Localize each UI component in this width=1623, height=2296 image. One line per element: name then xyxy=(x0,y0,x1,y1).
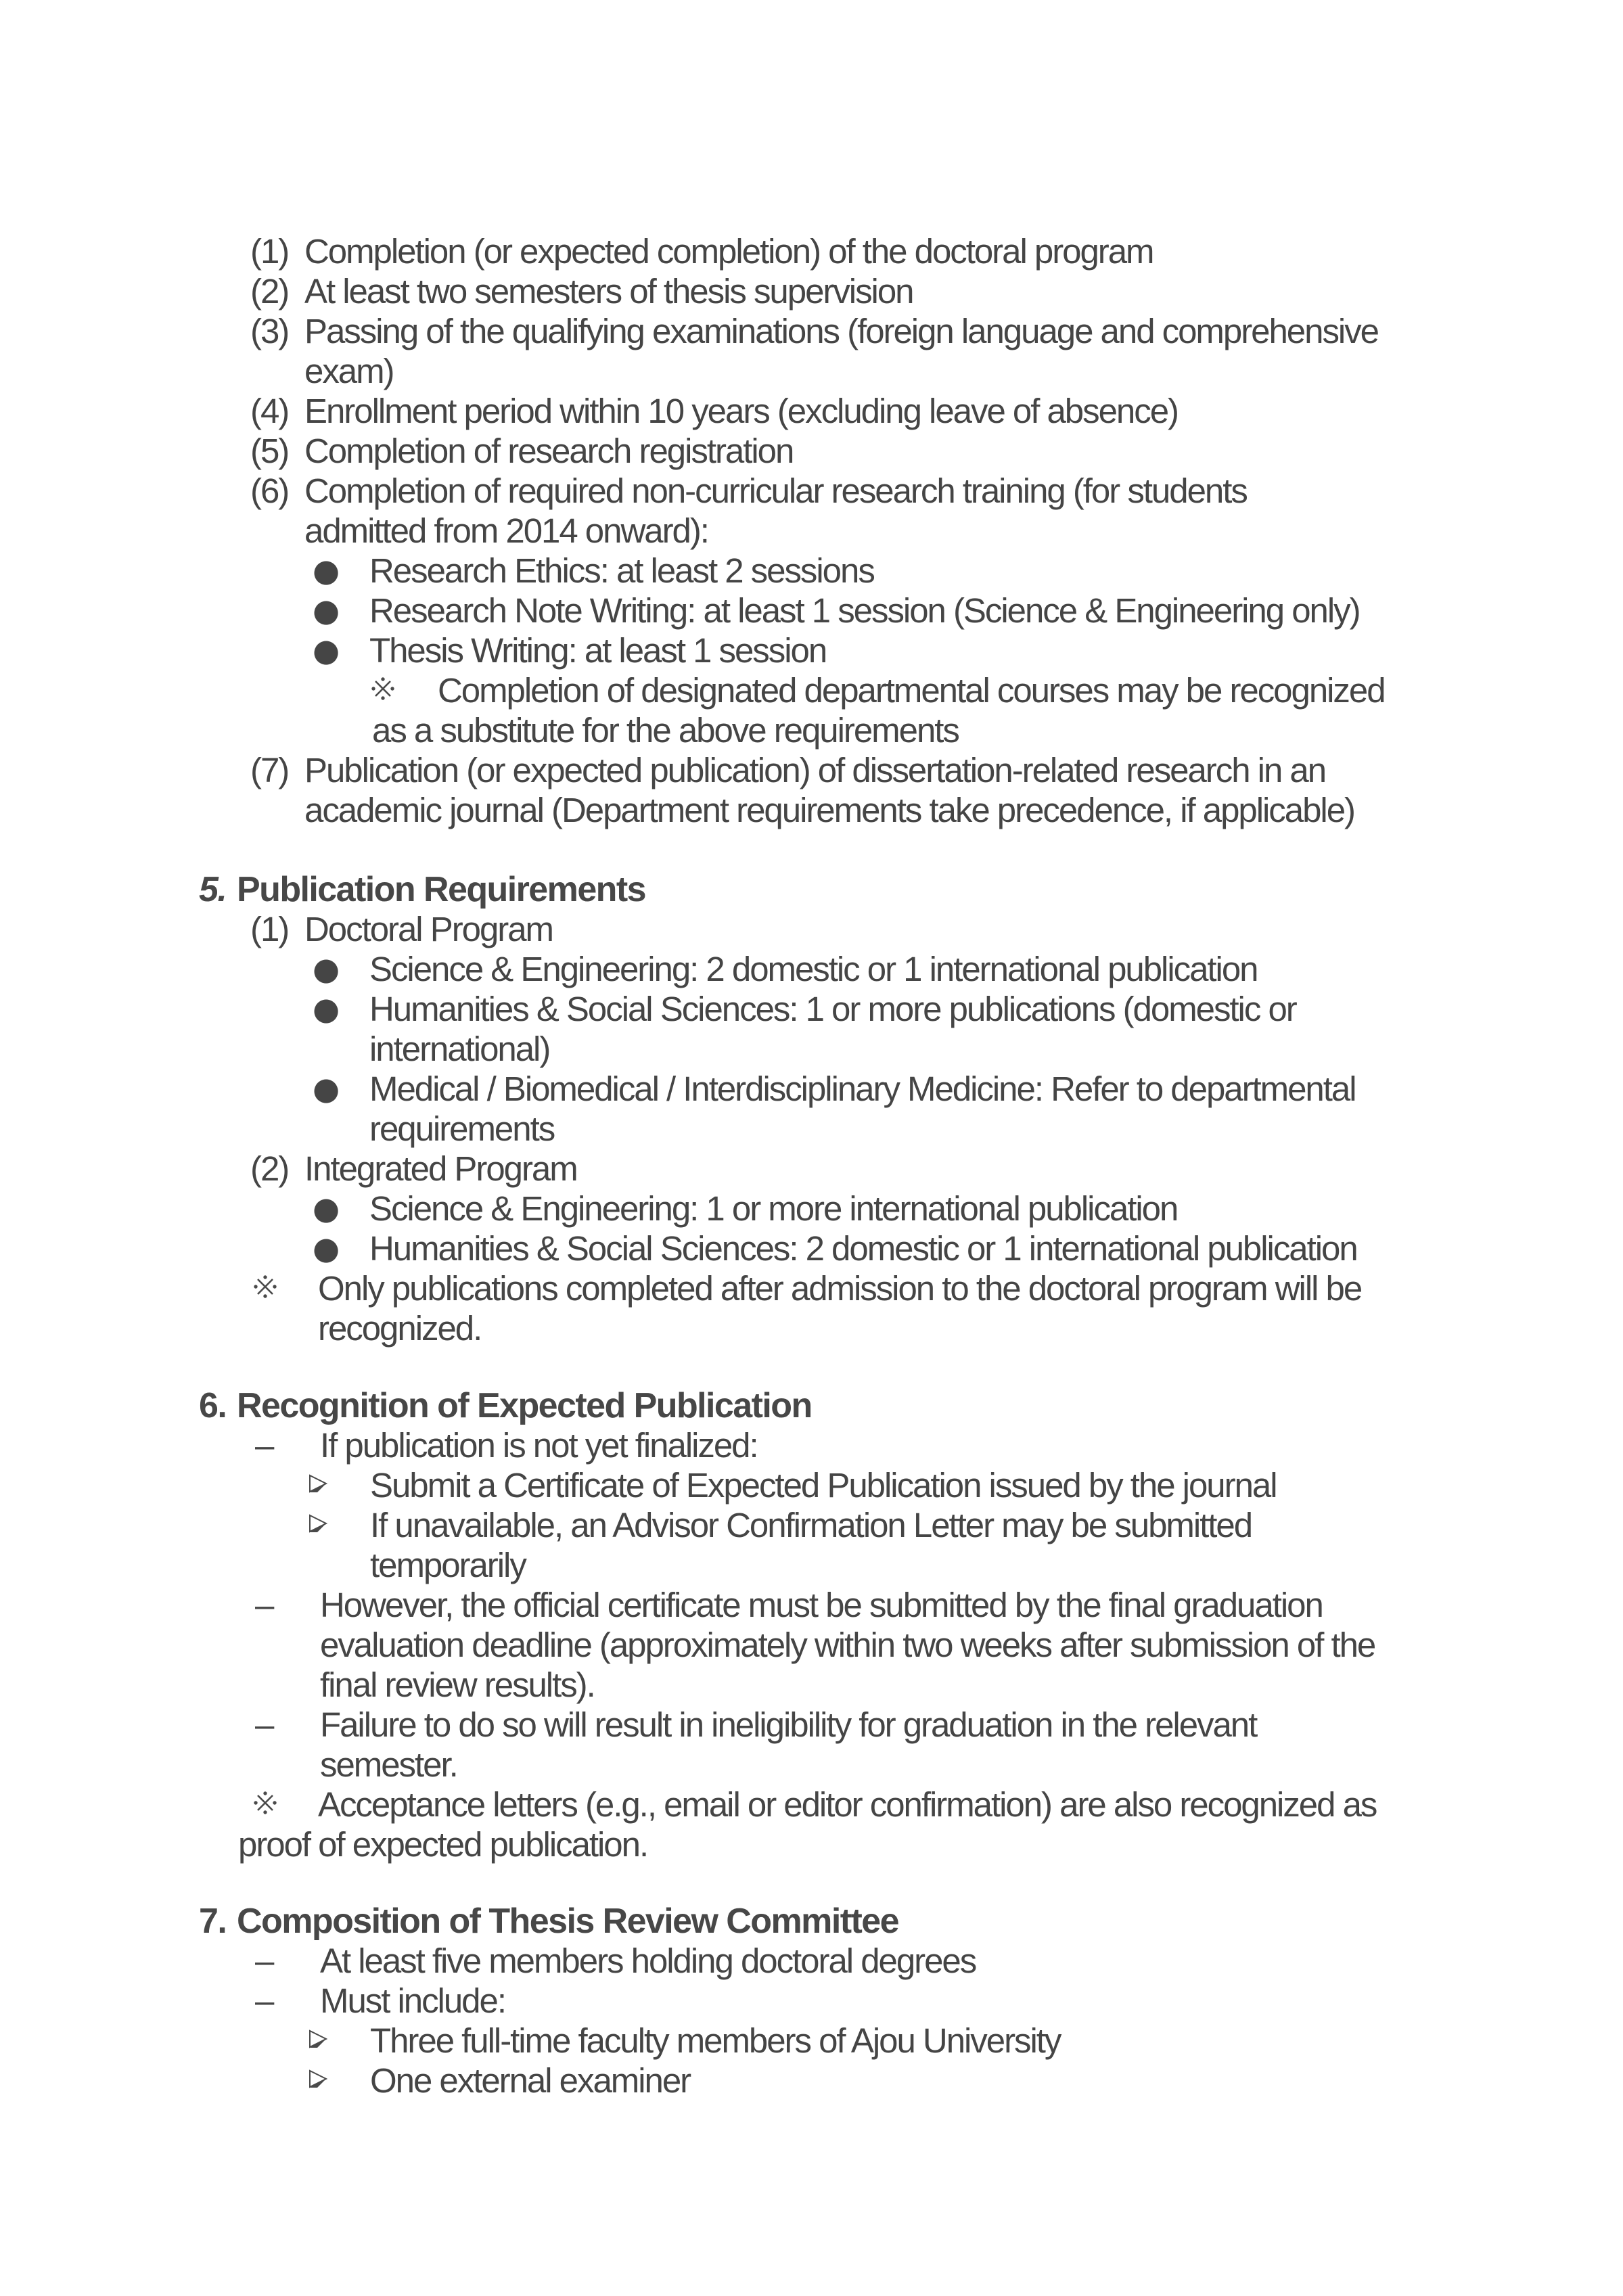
note-line xyxy=(0,1785,1623,1824)
line-text: requirements xyxy=(369,1109,555,1148)
line-text: Only publications completed after admission to the doctoral program will be xyxy=(318,1269,1362,1308)
dash-line xyxy=(0,1705,1623,1745)
line-text: Completion of required non-curricular research training (for students xyxy=(304,472,1247,510)
arrow-line xyxy=(0,1465,1623,1505)
line-text: Completion (or expected completion) of the doctoral program xyxy=(304,232,1153,271)
line-text: academic journal (Department requirements take precedence, if applicable) xyxy=(304,791,1354,829)
list-marker: (5) xyxy=(250,432,289,470)
bullet-icon: ● xyxy=(313,950,339,987)
bullet-line xyxy=(0,630,1623,670)
line-text: Integrated Program xyxy=(304,1149,577,1188)
line-text: Doctoral Program xyxy=(304,910,553,948)
continuation-line xyxy=(0,1824,1623,1864)
arrow-line xyxy=(0,2021,1623,2061)
line-text: Completion of designated departmental courses may be recognized xyxy=(438,671,1385,710)
list-marker: (1) xyxy=(250,232,289,271)
continuation-line xyxy=(0,511,1623,551)
numbered-line xyxy=(0,311,1623,351)
bullet-line xyxy=(0,591,1623,630)
list-marker: (1) xyxy=(250,910,289,948)
bullet-line xyxy=(0,1189,1623,1229)
bullet-icon: ● xyxy=(313,1190,339,1226)
line-text: recognized. xyxy=(318,1309,482,1348)
arrow-bullet-icon xyxy=(308,1514,328,1533)
dash-line xyxy=(0,1941,1623,1981)
line-text: Failure to do so will result in ineligibility for graduation in the relevant xyxy=(320,1705,1257,1744)
bullet-line xyxy=(0,551,1623,591)
line-text: Submit a Certificate of Expected Publication issued by the journal xyxy=(370,1466,1277,1505)
line-text: However, the official certificate must be submitted by the final graduation xyxy=(320,1586,1323,1624)
line-text: as a substitute for the above requirements xyxy=(372,711,959,750)
section-title: Recognition of Expected Publication xyxy=(237,1386,812,1425)
numbered-line xyxy=(0,231,1623,271)
list-marker: – xyxy=(255,1942,273,1980)
continuation-line xyxy=(0,351,1623,391)
numbered-line xyxy=(0,1149,1623,1189)
section-heading xyxy=(0,869,1623,910)
continuation-line xyxy=(0,1109,1623,1149)
numbered-line xyxy=(0,750,1623,790)
section-number: 5. xyxy=(199,870,227,909)
line-text: If unavailable, an Advisor Confirmation Letter may be submitted xyxy=(370,1506,1252,1544)
section-number: 7. xyxy=(199,1902,227,1941)
line-text: proof of expected publication. xyxy=(238,1825,648,1864)
bullet-icon: ● xyxy=(313,990,339,1027)
section-title: Publication Requirements xyxy=(237,870,646,909)
continuation-line xyxy=(0,790,1623,830)
line-text: Publication (or expected publication) of dissertation-related research in an xyxy=(304,751,1326,789)
numbered-line xyxy=(0,471,1623,511)
line-text: Three full-time faculty members of Ajou University xyxy=(370,2021,1061,2060)
numbered-line xyxy=(0,271,1623,311)
reference-mark-icon xyxy=(252,1790,278,1816)
numbered-line xyxy=(0,909,1623,949)
line-text: Research Ethics: at least 2 sessions xyxy=(369,551,874,590)
line-text: Must include: xyxy=(320,1981,505,2020)
list-marker: (2) xyxy=(250,1149,289,1188)
line-text: Research Note Writing: at least 1 session (Science & Engineering only) xyxy=(369,591,1360,630)
arrow-line xyxy=(0,1505,1623,1545)
line-text: Science & Engineering: 2 domestic or 1 international publication xyxy=(369,950,1258,988)
continuation-line xyxy=(0,1029,1623,1069)
note-line xyxy=(0,670,1623,710)
arrow-bullet-icon xyxy=(308,2069,328,2088)
continuation-line xyxy=(0,1745,1623,1785)
line-text: semester. xyxy=(320,1745,457,1784)
reference-mark-icon xyxy=(252,1274,278,1300)
line-text: If publication is not yet finalized: xyxy=(320,1426,758,1465)
continuation-line xyxy=(0,710,1623,750)
section-number: 6. xyxy=(199,1386,227,1425)
numbered-line xyxy=(0,431,1623,471)
arrow-bullet-icon xyxy=(308,1474,328,1493)
bullet-line xyxy=(0,989,1623,1029)
bullet-icon: ● xyxy=(313,592,339,628)
dash-line xyxy=(0,1585,1623,1625)
dash-line xyxy=(0,1425,1623,1465)
list-marker: – xyxy=(255,1426,273,1465)
line-text: One external examiner xyxy=(370,2061,691,2100)
line-text: Acceptance letters (e.g., email or editor confirmation) are also recognized as xyxy=(318,1785,1377,1824)
line-text: Medical / Biomedical / Interdisciplinary Medicine: Refer to departmental xyxy=(369,1070,1356,1108)
line-text: admitted from 2014 onward): xyxy=(304,511,708,550)
arrow-bullet-icon xyxy=(308,2029,328,2048)
section-heading xyxy=(0,1901,1623,1942)
arrow-line xyxy=(0,2061,1623,2100)
continuation-line xyxy=(0,1665,1623,1705)
line-text: exam) xyxy=(304,352,394,390)
reference-mark-icon xyxy=(370,676,396,702)
continuation-line xyxy=(0,1308,1623,1348)
numbered-line xyxy=(0,391,1623,431)
line-text: Passing of the qualifying examinations (foreign language and comprehensive xyxy=(304,312,1378,350)
line-text: evaluation deadline (approximately within two weeks after submission of the xyxy=(320,1626,1375,1664)
continuation-line xyxy=(0,1625,1623,1665)
bullet-line xyxy=(0,1069,1623,1109)
bullet-icon: ● xyxy=(313,1230,339,1266)
list-marker: (7) xyxy=(250,751,289,789)
section-title: Composition of Thesis Review Committee xyxy=(237,1902,898,1941)
bullet-icon: ● xyxy=(313,552,339,589)
line-text: Enrollment period within 10 years (excluding leave of absence) xyxy=(304,392,1178,430)
list-marker: (4) xyxy=(250,392,289,430)
line-text: Science & Engineering: 1 or more international publication xyxy=(369,1189,1178,1228)
list-marker: (2) xyxy=(250,272,289,311)
note-line xyxy=(0,1268,1623,1308)
line-text: international) xyxy=(369,1030,550,1068)
line-text: Thesis Writing: at least 1 session xyxy=(369,631,827,670)
list-marker: – xyxy=(255,1705,273,1744)
list-marker: – xyxy=(255,1586,273,1624)
bullet-line xyxy=(0,949,1623,989)
list-marker: – xyxy=(255,1981,273,2020)
line-text: At least five members holding doctoral degrees xyxy=(320,1942,976,1980)
bullet-icon: ● xyxy=(313,1070,339,1107)
list-marker: (6) xyxy=(250,472,289,510)
bullet-line xyxy=(0,1229,1623,1268)
line-text: Humanities & Social Sciences: 1 or more publications (domestic or xyxy=(369,990,1296,1028)
section-heading xyxy=(0,1385,1623,1426)
dash-line xyxy=(0,1981,1623,2021)
bullet-icon: ● xyxy=(313,632,339,668)
line-text: Completion of research registration xyxy=(304,432,794,470)
line-text: At least two semesters of thesis supervision xyxy=(304,272,913,311)
line-text: final review results). xyxy=(320,1666,595,1704)
line-text: Humanities & Social Sciences: 2 domestic or 1 international publication xyxy=(369,1229,1357,1268)
line-text: temporarily xyxy=(370,1546,526,1584)
continuation-line xyxy=(0,1545,1623,1585)
list-marker: (3) xyxy=(250,312,289,350)
